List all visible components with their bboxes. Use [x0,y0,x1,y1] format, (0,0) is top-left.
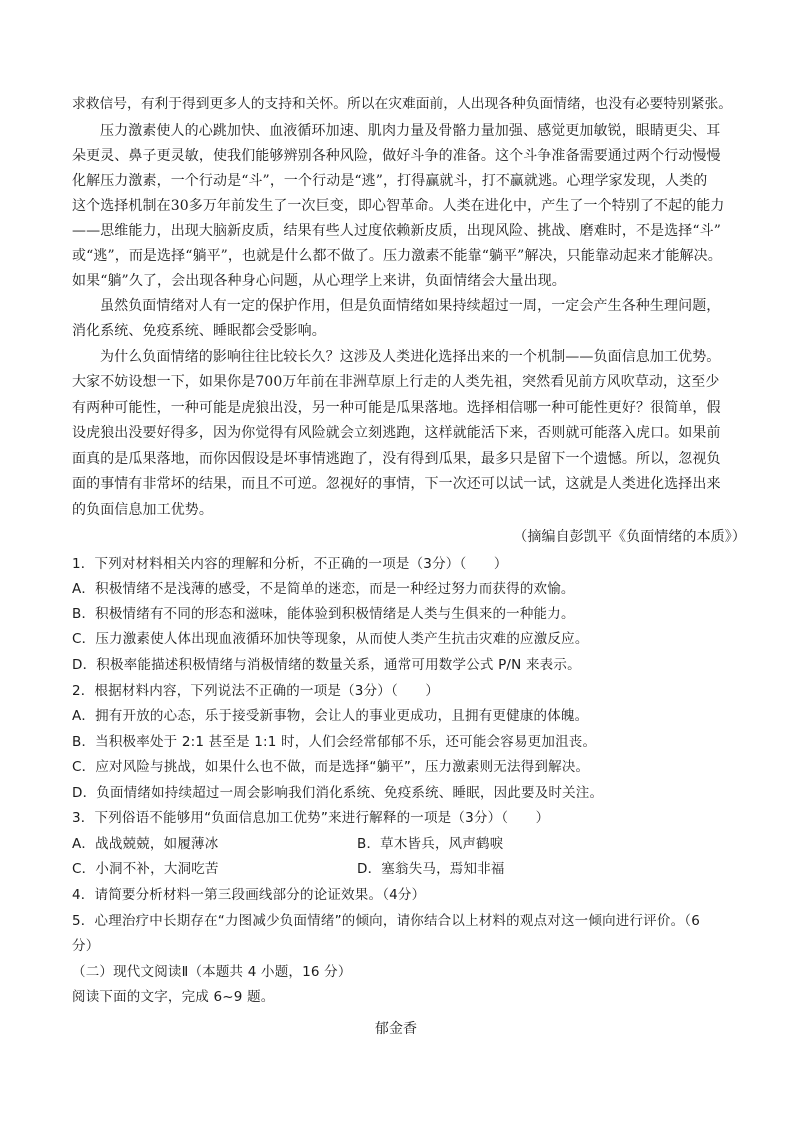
question-2-option-d: D．负面情绪如持续超过一周会影响我们消化系统、免疫系统、睡眠，因此要及时关注。 [72,785,604,801]
section-instruction: 阅读下面的文字，完成 6~9 题。 [72,989,275,1005]
passage-line: 朵更灵、鼻子更灵敏，使我们能够辨别各种风险，做好斗争的准备。这个斗争准备需要通过两个行动慢慢 [72,148,721,164]
question-3-stem: 3．下列俗语不能够用“负面信息加工优势”来进行解释的一项是（3分）（ ） [72,810,550,826]
question-3-option-a: A．战战兢兢，如履薄冰 [72,836,219,852]
question-1-option-b: B．积极情绪有不同的形态和滋味，能体验到积极情绪是人类与生俱来的一种能力。 [72,606,575,622]
question-2-option-a: A．拥有开放的心态，乐于接受新事物，会让人的事业更成功，且拥有更健康的体魄。 [72,708,589,724]
passage-line: 设虎狼出没要好得多，因为你觉得有风险就会立刻逃跑，这样就能活下来，否则就可能落入虎口。如果前 [72,425,721,441]
question-2-option-b: B．当积极率处于 2:1 甚至是 1:1 时，人们会经常郁郁不乐，还可能会容易更加沮丧。 [72,734,597,750]
passage-line: 或“逃”，而是选择“躺平”，也就是什么都不做了。压力激素不能靠“躺平”解决，只能靠动起来才能解决。 [72,248,722,264]
passage-line: 为什么负面情绪的影响往往比较长久？这涉及人类进化选择出来的一个机制——负面信息加工优势。 [100,349,721,365]
passage-line: 压力激素使人的心跳加快、血液循环加速、肌肉力量及骨骼力量加强、感觉更加敏锐，眼睛更尖、耳 [100,123,721,139]
passage-line: 消化系统、免疫系统、睡眠都会受影响。 [72,323,326,339]
question-3-option-d: D．塞翁失马，焉知非福 [357,861,505,877]
question-3-option-b: B．草木皆兵，风声鹤唳 [357,836,504,852]
passage-line: 有两种可能性，一种可能是虎狼出没，另一种可能是瓜果落地。选择相信哪一种可能性更好？很简单，假 [72,400,721,416]
section-heading: （二）现代文阅读Ⅱ（本题共 4 小题，16 分） [72,964,352,980]
question-1-option-a: A．积极情绪不是浅薄的感受，不是简单的迷恋，而是一种经过努力而获得的欢愉。 [72,581,575,597]
passage-line: 面真的是瓜果落地，而你因假设是坏事情逃跑了，没有得到瓜果，最多只是留下一个遗憾。所以，忽视负 [72,451,721,467]
question-2-stem: 2．根据材料内容，下列说法不正确的一项是（3分）（ ） [72,683,440,699]
question-2-option-c: C．应对风险与挑战，如果什么也不做，而是选择“躺平”，压力激素则无法得到解决。 [72,759,590,775]
passage-line: 的负面信息加工优势。 [72,502,213,518]
passage-line: 这个选择机制在30多万年前发生了一次巨变，即心智革命。人类在进化中，产生了一个特别了不起的能力 [72,198,725,214]
question-5-line: 5．心理治疗中长期存在“力图减少负面情绪”的倾向，请你结合以上材料的观点对这一倾向进行评价。（6 [72,913,701,929]
passage-line: 求救信号，有利于得到更多人的支持和关怀。所以在灾难面前，人出现各种负面情绪，也没有必要特别紧张。 [72,96,733,112]
passage-line: 化解压力激素，一个行动是“斗”，一个行动是“逃”，打得赢就斗，打不赢就逃。心理学家发现，人类的 [72,173,708,189]
article-title: 郁金香 [374,1021,418,1037]
passage-line: 大家不妨设想一下，如果你是700万年前在非洲草原上行走的人类先祖，突然看见前方风吹草动，这至少 [72,374,720,390]
passage-source: （摘编自彭凯平《负面情绪的本质》） [513,529,746,545]
question-1-stem: 1．下列对材料相关内容的理解和分析，不正确的一项是（3分）（ ） [72,556,508,572]
passage-line: 如果“躺”久了，会出现各种身心问题，从心理学上来讲，负面情绪会大量出现。 [72,273,566,289]
question-4: 4．请简要分析材料一第三段画线部分的论证效果。（4分） [72,887,426,903]
question-1-option-d: D．积极率能描述积极情绪与消极情绪的数量关系，通常可用数学公式 P/N 来表示。 [72,657,581,673]
question-3-option-c: C．小洞不补，大洞吃苦 [72,861,219,877]
passage-line: ——思维能力，出现大脑新皮质，结果有些人过度依赖新皮质，出现风险、挑战、磨难时，不是选择“斗” [72,223,722,239]
passage-line: 虽然负面情绪对人有一定的保护作用，但是负面情绪如果持续超过一周，一定会产生各种生理问题， [100,298,721,314]
passage-line: 面的事情有非常坏的结果，而且不可逆。忽视好的事情，下一次还可以试一试，这就是人类进化选择出来 [72,476,721,492]
question-5-line: 分） [72,938,100,954]
question-1-option-c: C．压力激素使人体出现血液循环加快等现象，从而使人类产生抗击灾难的应激反应。 [72,631,589,647]
